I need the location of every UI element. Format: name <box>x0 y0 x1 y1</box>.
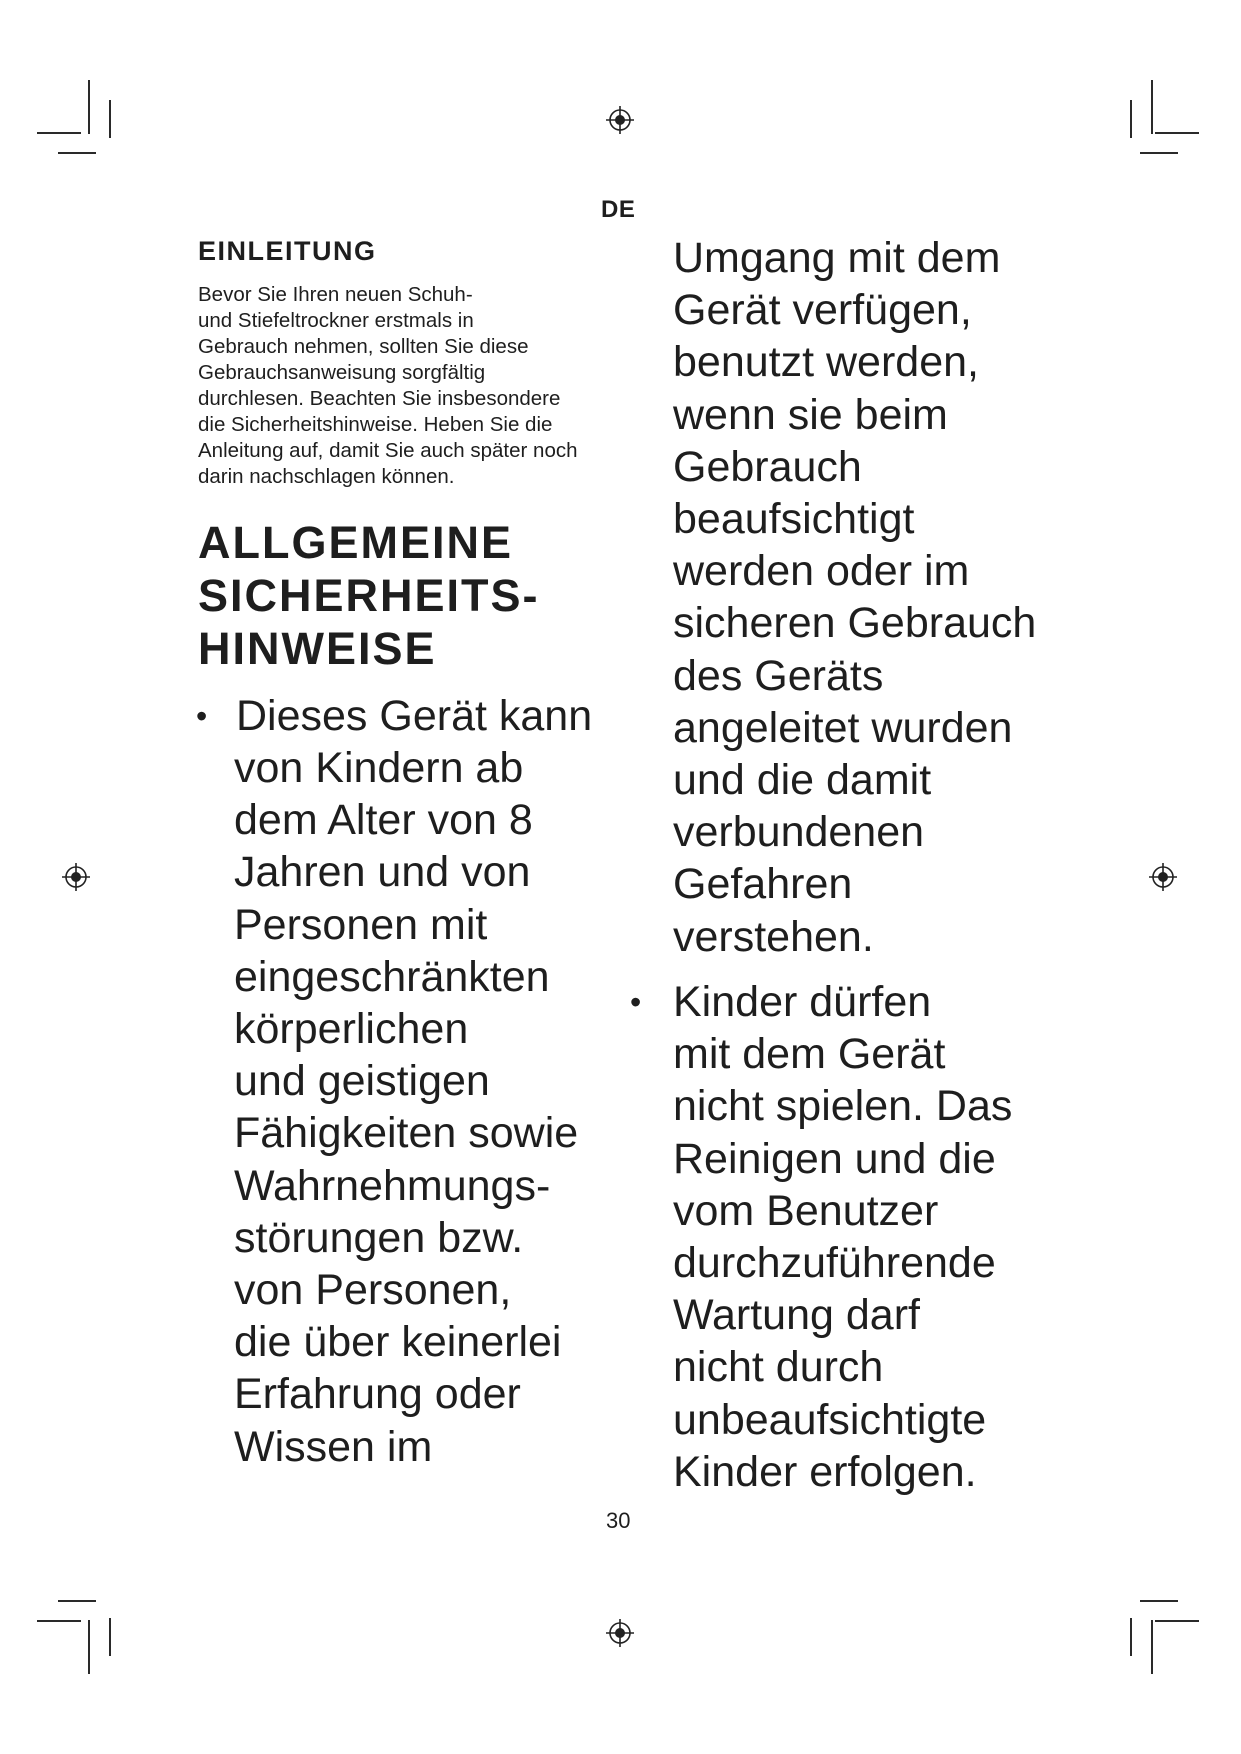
bullet2-line: Reinigen und die <box>673 1134 996 1183</box>
bullet1-line: Fähigkeiten sowie <box>234 1109 579 1158</box>
intro-line: Bevor Sie Ihren neuen Schuh- <box>198 283 473 306</box>
safety-heading-line: HINWEISE <box>198 623 437 674</box>
bullet1-continuation-line: Gefahren <box>673 860 853 909</box>
intro-paragraph <box>198 282 628 490</box>
bullet1-continuation-line: wenn sie beim <box>673 390 948 439</box>
bullet1-continuation-line: Gerät verfügen, <box>673 286 972 335</box>
bullet2-line: nicht spielen. Das <box>673 1082 1013 1131</box>
bullet1-continuation-line: des Geräts <box>673 651 884 700</box>
bullet1-continuation-line: verbundenen <box>673 808 925 857</box>
bullet-icon: • <box>630 984 642 1020</box>
bullet1-continuation-line: benutzt werden, <box>673 338 979 387</box>
page-number: 30 <box>606 1508 631 1533</box>
language-label: DE <box>601 196 636 223</box>
bullet1-continuation-line: angeleitet wurden <box>673 703 1013 752</box>
registration-mark-icon <box>605 1618 635 1648</box>
intro-line: darin nachschlagen können. <box>198 465 455 488</box>
bullet1-first-line <box>236 690 592 742</box>
bullet1-line: dem Alter von 8 <box>234 796 533 845</box>
bullet2-line: Wartung darf <box>673 1291 920 1340</box>
bullet2-line: unbeaufsichtigte <box>673 1395 987 1444</box>
bullet1-continuation-line: und die damit <box>673 756 932 805</box>
intro-line: und Stiefeltrockner erstmals in <box>198 309 474 332</box>
bullet2-text <box>673 976 1012 1498</box>
bullet1-continuation <box>673 232 1036 963</box>
bullet1-line: körperlichen <box>234 1005 469 1054</box>
bullet1-continuation-line: Umgang mit dem <box>673 234 1001 282</box>
bullet1-line: und geistigen <box>234 1057 490 1106</box>
bullet2-line: durchzuführende <box>673 1239 996 1288</box>
safety-heading-line: SICHERHEITS- <box>198 570 540 621</box>
bullet1-continuation-line: beaufsichtigt <box>673 495 915 544</box>
bullet1-line: von Kindern ab <box>234 744 524 792</box>
bullet1-text <box>234 742 578 1473</box>
intro-line: durchlesen. Beachten Sie insbesondere <box>198 387 561 410</box>
bullet1-continuation-line: werden oder im <box>673 547 970 596</box>
intro-line: Gebrauchsanweisung sorgfältig <box>198 361 486 384</box>
bullet1-continuation-line: sicheren Gebrauch <box>673 599 1037 648</box>
bullet1-line: Jahren und von <box>234 848 531 897</box>
registration-mark-icon <box>605 105 635 135</box>
bullet1-line: Erfahrung oder <box>234 1370 521 1419</box>
bullet1-line: Personen mit <box>234 900 488 949</box>
safety-heading <box>198 516 628 675</box>
safety-heading-line: ALLGEMEINE <box>198 517 514 568</box>
bullet1-line: Wahrnehmungs- <box>234 1161 551 1210</box>
bullet1-continuation-line: verstehen. <box>673 912 874 961</box>
bullet1-continuation-line: Gebrauch <box>673 442 862 491</box>
bullet1-line: die über keinerlei <box>234 1318 562 1367</box>
bullet2-line: Kinder erfolgen. <box>673 1447 977 1496</box>
intro-line: Gebrauch nehmen, sollten Sie diese <box>198 335 529 358</box>
bullet1-line: von Personen, <box>234 1266 512 1315</box>
bullet1-line: störungen bzw. <box>234 1213 524 1262</box>
bullet2-line: nicht durch <box>673 1343 884 1392</box>
bullet-icon: • <box>196 698 208 734</box>
bullet2-line: vom Benutzer <box>673 1186 939 1235</box>
registration-mark-icon <box>61 862 91 892</box>
bullet1-line: eingeschränkten <box>234 952 550 1001</box>
intro-heading: EINLEITUNG <box>198 236 377 266</box>
intro-line: Anleitung auf, damit Sie auch später noch <box>198 439 578 462</box>
registration-mark-icon <box>1148 862 1178 892</box>
bullet2-line: mit dem Gerät <box>673 1030 946 1079</box>
bullet1-line: Wissen im <box>234 1422 433 1471</box>
intro-line: die Sicherheitshinweise. Heben Sie die <box>198 413 553 436</box>
bullet1-line: Dieses Gerät kann <box>236 692 593 740</box>
bullet2-line: Kinder dürfen <box>673 978 932 1026</box>
